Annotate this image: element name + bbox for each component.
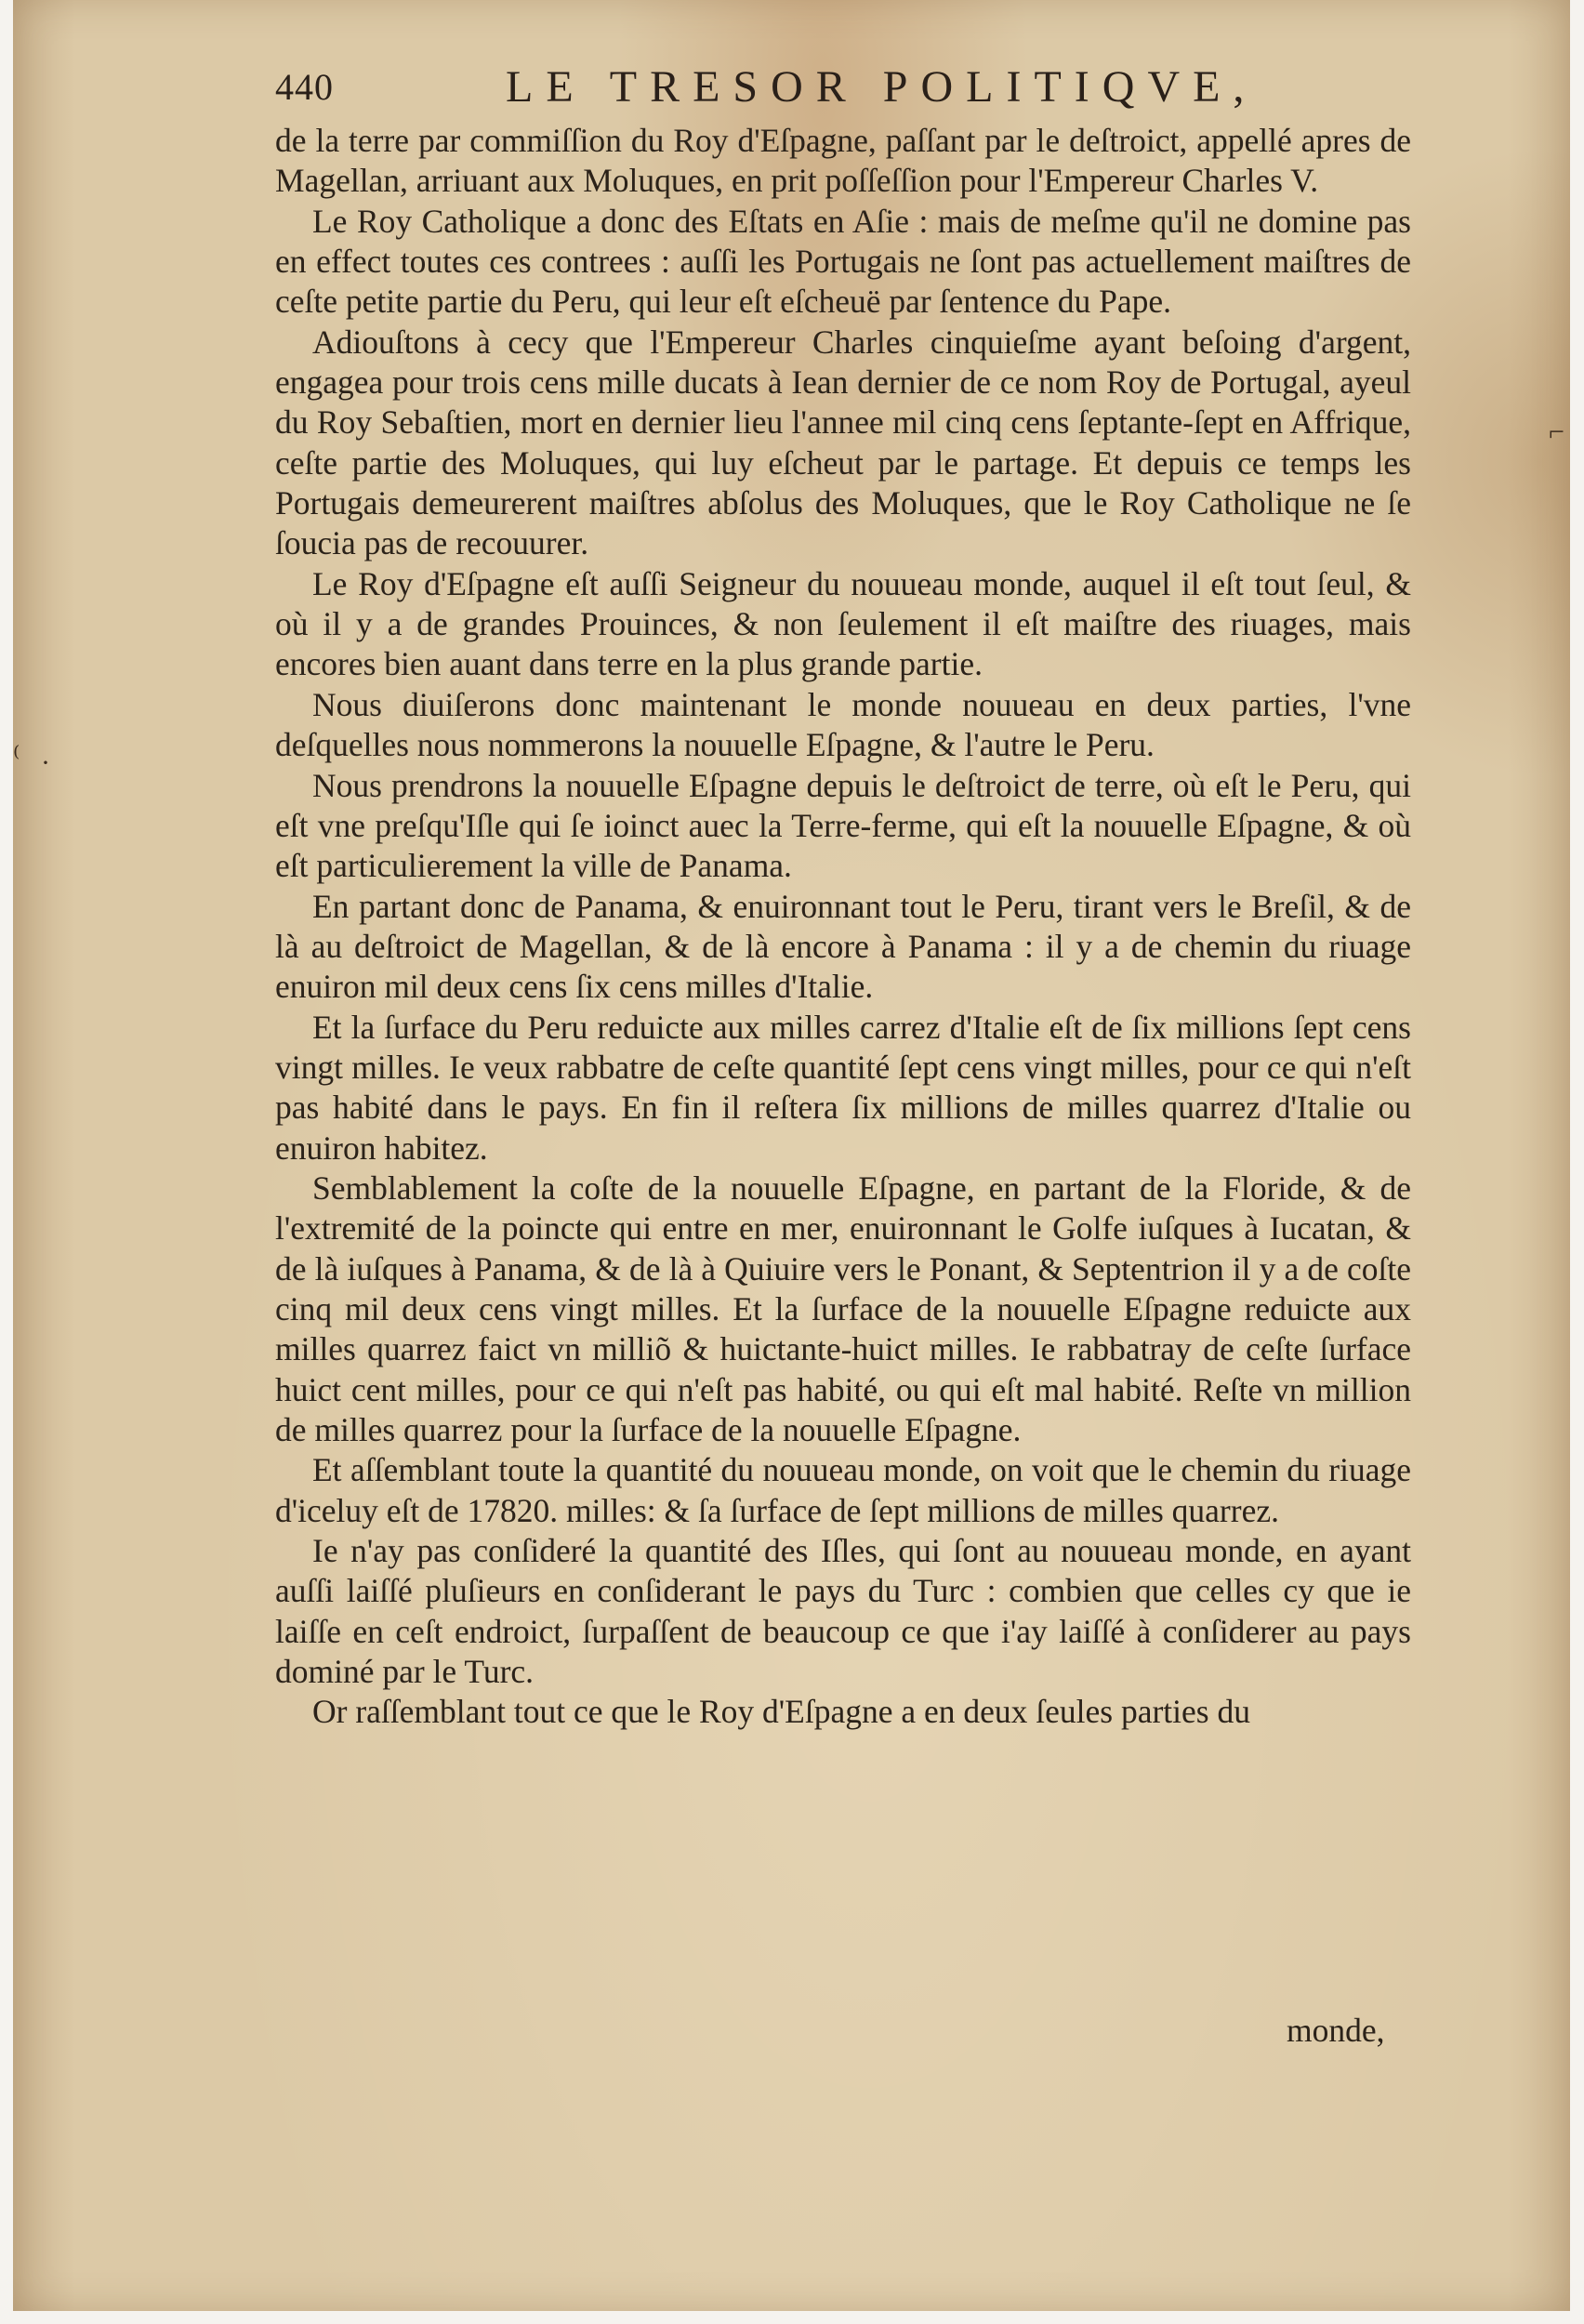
paragraph: Le Roy Catholique a donc des Eſtats en Aſie : mais de meſme qu'il ne domine pas en effect toutes ces contrees : auſſi les Portugais ne ſont pas actuellement maiſtres de ceſte petite partie du Peru, qui leur eſt eſcheuë par ſentence du Pape. [275, 202, 1411, 321]
paragraph: Semblablement la coſte de la nouuelle Eſpagne, en partant de la Floride, & de l'extremité de la poincte qui entre en mer, enuironnant le Golfe iuſques à Iucatan, & de là iuſques à Panama, & de là à Quiuire vers le Ponant, & Septentrion il y a de coſte cinq mil deux cens vingt milles. Et la ſurface de la nouuelle Eſpagne reduicte aux milles quarrez faict vn milliõ & huictante-huict milles. Ie rabbatray de ceſte ſurface huict cent milles, pour ce qui n'eſt pas habité, ou qui eſt mal habité. Reſte vn million de milles quarrez pour la ſurface de la nouuelle Eſpagne. [275, 1169, 1411, 1448]
running-title: LE TRESOR POLITIQVE, [506, 62, 1258, 112]
margin-mark-left: ⁽ [13, 742, 20, 772]
paragraph: Ie n'ay pas conſideré la quantité des Iſles, qui ſont au nouueau monde, en ayant auſſi laiſſé pluſieurs en conſiderant le pays du Turc : combien que celles cy que ie laiſſe en ceſt endroict, ſurpaſſent de beaucoup ce que i'ay laiſſé à conſiderer au pays dominé par le Turc. [275, 1532, 1411, 1691]
paragraph: Et aſſemblant toute la quantité du nouueau monde, on voit que le chemin du riuage d'iceluy eſt de 17820. milles: & ſa ſurface de ſept millions de milles quarrez. [275, 1451, 1411, 1529]
paragraph: Le Roy d'Eſpagne eſt auſſi Seigneur du nouueau monde, auquel il eſt tout ſeul, & où il y a de grandes Prouinces, & non ſeulement il eſt maiſtre des riuages, mais encores bien auant dans terre en la plus grande partie. [275, 564, 1411, 683]
paragraph: Nous prendrons la nouuelle Eſpagne depuis le deſtroict de terre, où eſt le Peru, qui eſt vne preſqu'Iſle qui ſe ioinct auec la Terre-ferme, qui eſt la nouuelle Eſpagne, & où eſt particulierement la ville de Panama. [275, 766, 1411, 885]
page-number: 440 [275, 66, 334, 108]
page-header [275, 61, 1261, 119]
paragraph-continued: de la terre par commiſſion du Roy d'Eſpagne, paſſant par le deſtroict, appellé apres de Magellan, arriuant aux Moluques, en prit poſſeſſion pour l'Empereur Charles V. [275, 122, 1411, 200]
paragraph: Nous diuiſerons donc maintenant le monde nouueau en deux parties, l'vne deſquelles nous nommerons la nouuelle Eſpagne, & l'autre le Peru. [275, 685, 1411, 764]
body-text [275, 121, 1411, 1733]
margin-mark-left-2: · [41, 747, 50, 778]
catchword: monde, [1287, 2012, 1385, 2049]
paragraph-last: Or raſſemblant tout ce que le Roy d'Eſpagne a en deux ſeules parties du [312, 1693, 1250, 1731]
paragraph: En partant donc de Panama, & enuironnant tout le Peru, tirant vers le Breſil, & de là au deſtroict de Magellan, & de là encore à Panama : il y a de chemin du riuage enuiron mil deux cens ſix cens milles d'Italie. [275, 887, 1411, 1006]
paragraph: Et la ſurface du Peru reduicte aux milles carrez d'Italie eſt de ſix millions ſept cens vingt milles. Ie veux rabbatre de ceſte quantité ſept cens vingt milles, pour ce qui n'eſt pas habité dans le pays. En fin il reſtera ſix millions de milles quarrez d'Italie ou enuiron habitez. [275, 1008, 1411, 1167]
paragraph: Adiouſtons à cecy que l'Empereur Charles cinquieſme ayant beſoing d'argent, engagea pour trois cens mille ducats à Iean dernier de ce nom Roy de Portugal, ayeul du Roy Sebaſtien, mort en dernier lieu l'annee mil cinq cens ſeptante-ſept en Affrique, ceſte partie des Moluques, qui luy eſcheut par le partage. Et depuis ce temps les Portugais demeurerent maiſtres abſolus des Moluques, que le Roy Catholique ne ſe ſoucia pas de recouurer. [275, 323, 1411, 562]
margin-mark-right: ⌐ [1549, 416, 1564, 447]
